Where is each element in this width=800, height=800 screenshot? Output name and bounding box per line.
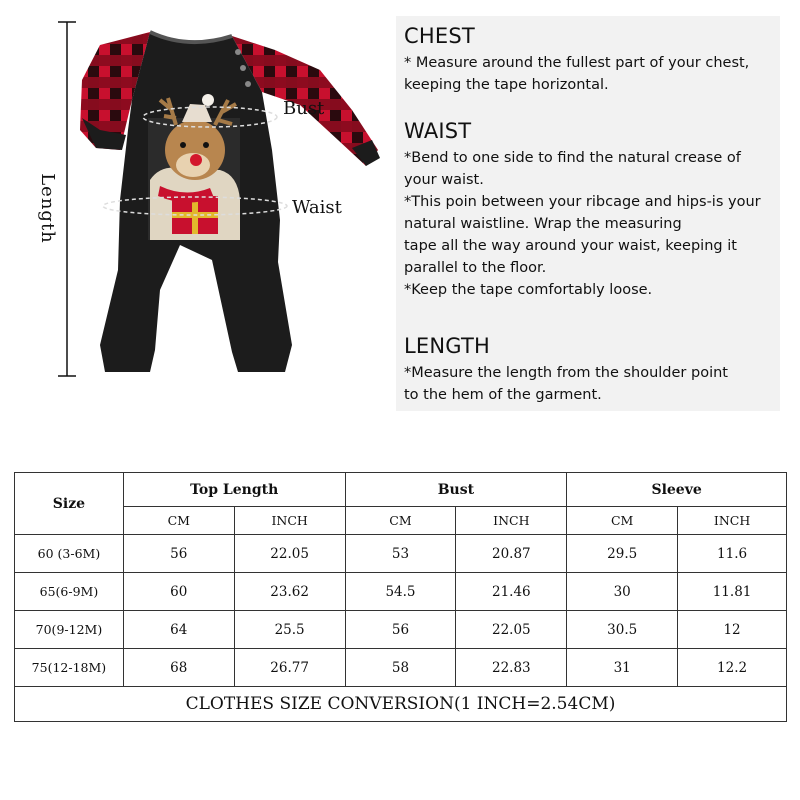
size-cell: 60 (3-6M) [15,535,124,573]
size-chart-table [14,472,787,722]
table-cell: 68 [123,649,234,687]
size-cell: 70(9-12M) [15,611,124,649]
table-cell: 23.62 [234,573,345,611]
table-cell: 20.87 [456,535,567,573]
table-cell: 26.77 [234,649,345,687]
unit-header: CM [567,507,678,535]
size-header: Size [15,473,124,535]
table-cell: 56 [123,535,234,573]
table-row [15,573,787,611]
table-cell: 54.5 [345,573,456,611]
unit-header: INCH [456,507,567,535]
waist-line: parallel to the floor. [404,260,547,276]
waist-line: tape all the way around your waist, keeping it [404,238,737,254]
size-cell: 75(12-18M) [15,649,124,687]
waist-section [404,119,776,301]
table-cell: 11.81 [678,573,787,611]
table-cell: 60 [123,573,234,611]
length-title: LENGTH [404,334,491,358]
table-cell: 31 [567,649,678,687]
table-cell: 22.05 [456,611,567,649]
chest-line: * Measure around the fullest part of your chest, [404,55,750,71]
table-cell: 53 [345,535,456,573]
size-cell: 65(6-9M) [15,573,124,611]
bust-header: Bust [345,473,567,507]
table-row [15,535,787,573]
table-cell: 56 [345,611,456,649]
measurement-instructions [396,16,780,411]
table-cell: 29.5 [567,535,678,573]
table-cell: 22.05 [234,535,345,573]
unit-header: CM [123,507,234,535]
waist-line: *Bend to one side to find the natural crease of [404,150,741,166]
length-label: Length [36,173,58,244]
table-cell: 58 [345,649,456,687]
table-cell: 30.5 [567,611,678,649]
chest-line: keeping the tape horizontal. [404,77,609,93]
waist-line: natural waistline. Wrap the measuring [404,216,682,232]
table-row [15,649,787,687]
chest-title: CHEST [404,24,475,48]
conversion-footer: CLOTHES SIZE CONVERSION(1 INCH=2.54CM) [15,687,787,722]
length-line: to the hem of the garment. [404,387,602,403]
waist-title: WAIST [404,119,472,143]
top-length-header: Top Length [123,473,345,507]
table-cell: 12.2 [678,649,787,687]
unit-header: CM [345,507,456,535]
waist-line: *This poin between your ribcage and hips-is your [404,194,761,210]
waist-line: your waist. [404,172,484,188]
table-cell: 11.6 [678,535,787,573]
bust-label: Bust [283,98,325,119]
table-cell: 25.5 [234,611,345,649]
table-row [15,611,787,649]
sleeve-header: Sleeve [567,473,787,507]
length-section [404,334,776,406]
table-cell: 30 [567,573,678,611]
length-line: *Measure the length from the shoulder point [404,365,728,381]
garment-illustration [0,0,400,410]
table-cell: 22.83 [456,649,567,687]
unit-header: INCH [234,507,345,535]
chest-section [404,24,776,96]
table-cell: 64 [123,611,234,649]
unit-header: INCH [678,507,787,535]
waist-line: *Keep the tape comfortably loose. [404,282,653,298]
waist-label: Waist [292,197,342,218]
table-cell: 12 [678,611,787,649]
table-cell: 21.46 [456,573,567,611]
